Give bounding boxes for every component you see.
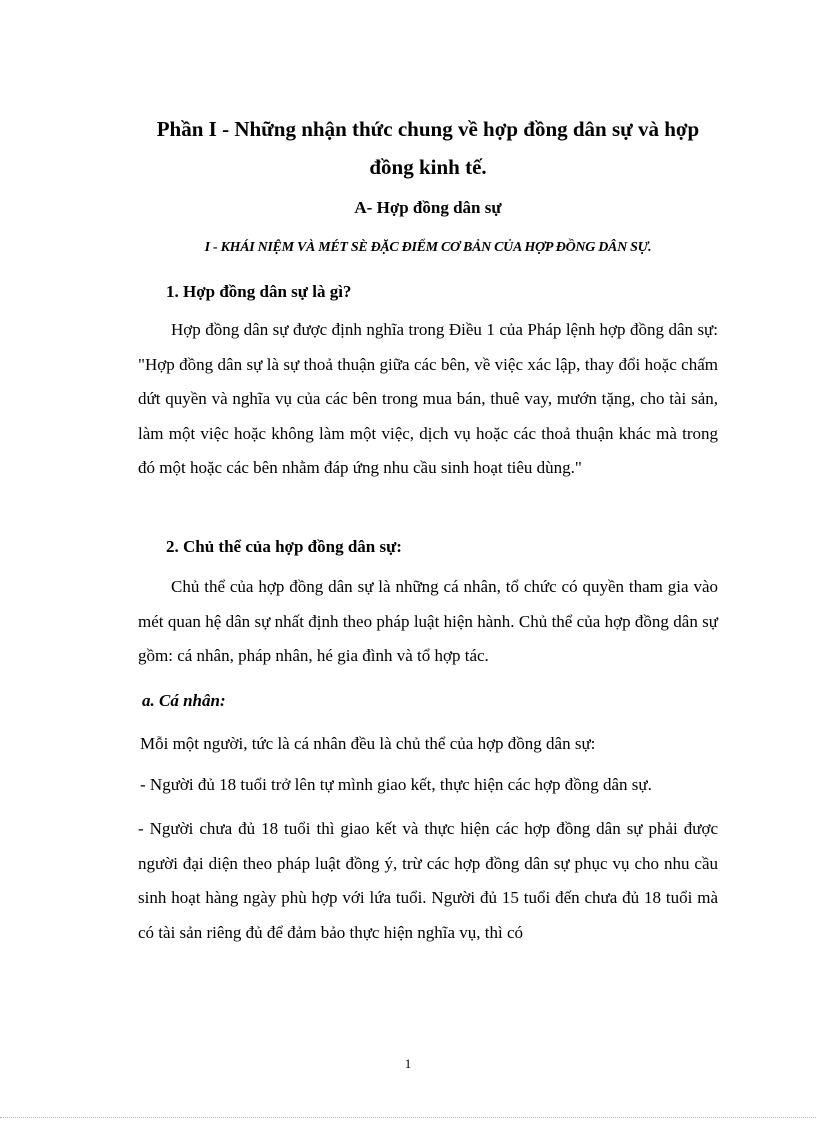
heading-2: 2. Chủ thể của hợp đồng dân sự: [166,537,402,556]
section-heading: I - KHÁI NIỆM VÀ MÉT SÈ ĐẶC ĐIỂM CƠ BẢN CỦA HỢP ĐỒNG DÂN SỰ. [204,240,652,255]
heading-a: a. Cá nhân: [142,691,226,710]
paragraph-2: Chủ thể của hợp đồng dân sự là những cá nhân, tổ chức có quyền tham gia vào mét quan hệ dân sự nhất định theo pháp luật hiện hành. Chủ thể của hợp đồng dân sự gồm: cá nhân, pháp nhân, hé gia đình và tổ hợp tác. [138,577,718,665]
subtitle: A- Hợp đồng dân sự [354,198,502,217]
text-line-2: - Người đủ 18 tuổi trở lên tự mình giao kết, thực hiện các hợp đồng dân sự. [140,775,652,794]
text-line-1: Mỗi một người, tức là cá nhân đều là chủ thể của hợp đồng dân sự: [140,734,596,753]
document-title: Phần I - Những nhận thức chung về hợp đồng dân sự và hợp đồng kinh tế. [156,117,700,179]
heading-1: 1. Hợp đồng dân sự là gì? [166,282,352,301]
paragraph-1: Hợp đồng dân sự được định nghĩa trong Điều 1 của Pháp lệnh hợp đồng dân sự: "Hợp đồng dân sự là sự thoả thuận giữa các bên, về việc xác lập, thay đổi hoặc chấm dứt quyền và nghĩa vụ của các bên trong mua bán, thuê vay, mướn tặng, cho tài sản, làm một việc hoặc không làm một việc, dịch vụ hoặc các thoả thuận khác mà trong đó một hoặc các bên nhằm đáp ứng nhu cầu sinh hoạt tiêu dùng." [138,320,718,477]
paragraph-3: - Người chưa đủ 18 tuổi thì giao kết và thực hiện các hợp đồng dân sự phải được người đại diện theo pháp luật đồng ý, trừ các hợp đồng dân sự phục vụ cho nhu cầu sinh hoạt hàng ngày phù hợp với lứa tuổi. Người đủ 15 tuổi đến chưa đủ 18 tuổi mà có tài sản riêng đủ để đảm bảo thực hiện nghĩa vụ, thì có [138,819,718,942]
page-bottom-divider [0,1117,816,1118]
page-number: 1 [404,1056,412,1071]
